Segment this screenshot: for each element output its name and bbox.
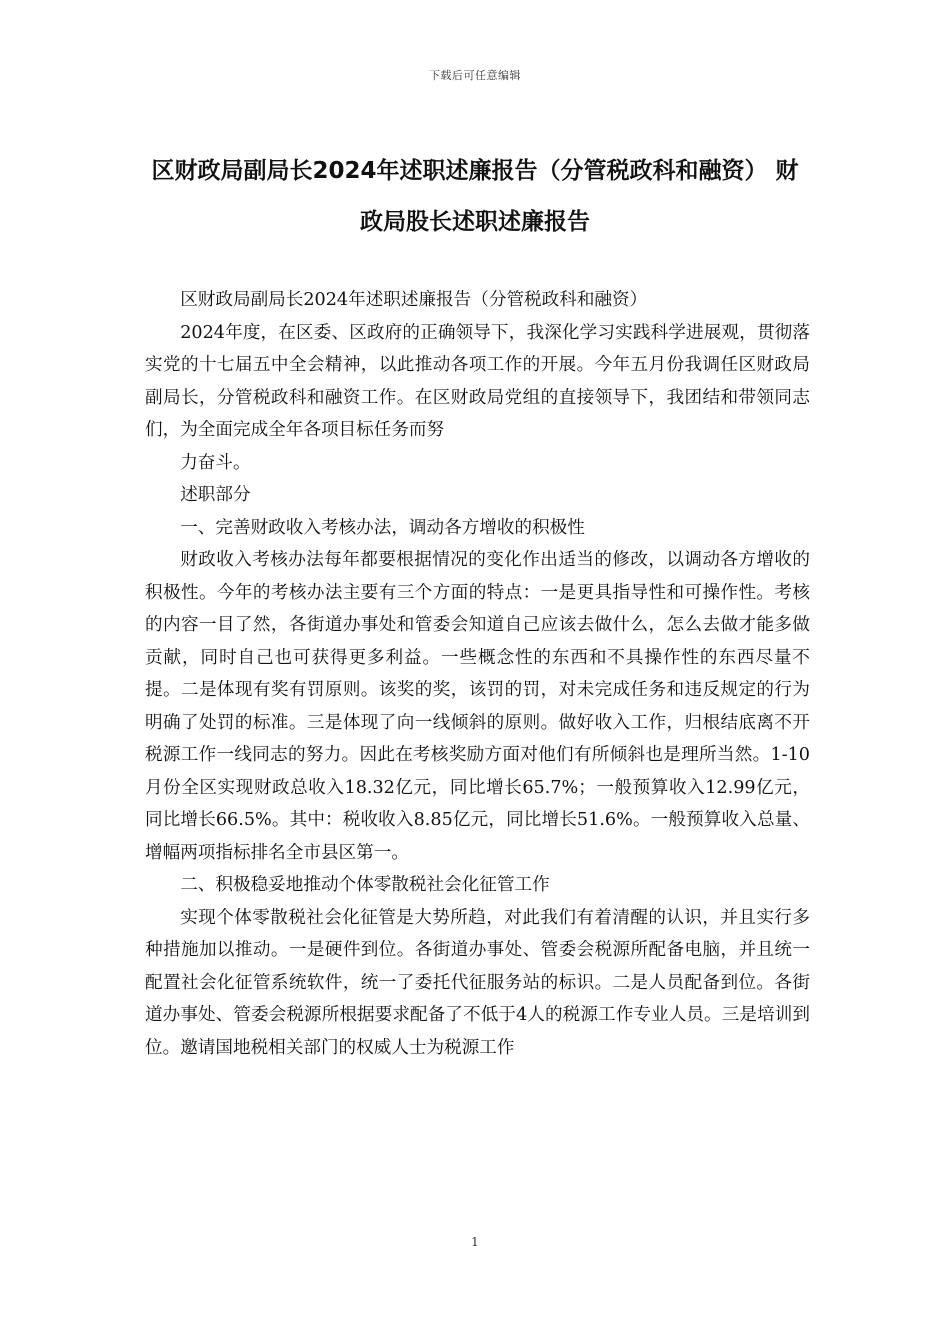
- document-body: [145, 284, 810, 1064]
- intro-paragraph: 2024年度，在区委、区政府的正确领导下，我深化学习实践科学进展观，贯彻落实党的十七届五中全会精神，以此推动各项工作的开展。今年五月份我调任区财政局副局长，分管税政科和融资工作。在区财政局党组的直接领导下，我团结和带领同志们，为全面完成全年各项目标任务而努: [145, 322, 810, 440]
- header-note: 下载后可任意编辑: [429, 69, 521, 82]
- page-number: 1: [471, 1235, 479, 1249]
- body-paragraph-1: 财政收入考核办法每年都要根据情况的变化作出适当的修改，以调动各方增收的积极性。今年的考核办法主要有三个方面的特点：一是更具指导性和可操作性。考核的内容一目了然，各街道办事处和管委会知道自己应该去做什么，怎么去做才能多做贡献，同时自己也可获得更多利益。一些概念性的东西和不具操作性的东西尽量不提。二是体现有奖有罚原则。该奖的奖，该罚的罚，对未完成任务和违反规定的行为明确了处罚的标准。三是体现了向一线倾斜的原则。做好收入工作，归根结底离不开税源工作一线同志的努力。因此在考核奖励方面对他们有所倾斜也是理所当然。1-10月份全区实现财政总收入18.32亿元，同比增长65.7%；一般预算收入12.99亿元，同比增长66.5%。其中：税收收入8.85亿元，同比增长51.6%。一般预算收入总量、增幅两项指标排名全市县区第一。: [145, 550, 810, 863]
- subtitle-paragraph: 区财政局副局长2024年述职述廉报告（分管税政科和融资）: [180, 290, 648, 310]
- body-paragraph-2: 实现个体零散税社会化征管是大势所趋，对此我们有着清醒的认识，并且实行多种措施加以推动。一是硬件到位。各街道办事处、管委会税源所配备电脑，并且统一配置社会化征管系统软件，统一了委托代征服务站的标识。二是人员配备到位。各街道办事处、管委会税源所根据要求配备了不低于4人的税源工作专业人员。三是培训到位。邀请国地税相关部门的权威人士为税源工作: [145, 907, 810, 1058]
- section-heading: 述职部分: [180, 485, 251, 505]
- document-title: 区财政局副局长2024年述职述廉报告（分管税政科和融资） 财政局股长述职述廉报告: [151, 158, 799, 235]
- subsection-heading-2: 二、积极稳妥地推动个体零散税社会化征管工作: [180, 875, 550, 895]
- intro-paragraph-continued: 力奋斗。: [180, 452, 251, 473]
- subsection-heading-1: 一、完善财政收入考核办法，调动各方增收的积极性: [180, 517, 585, 538]
